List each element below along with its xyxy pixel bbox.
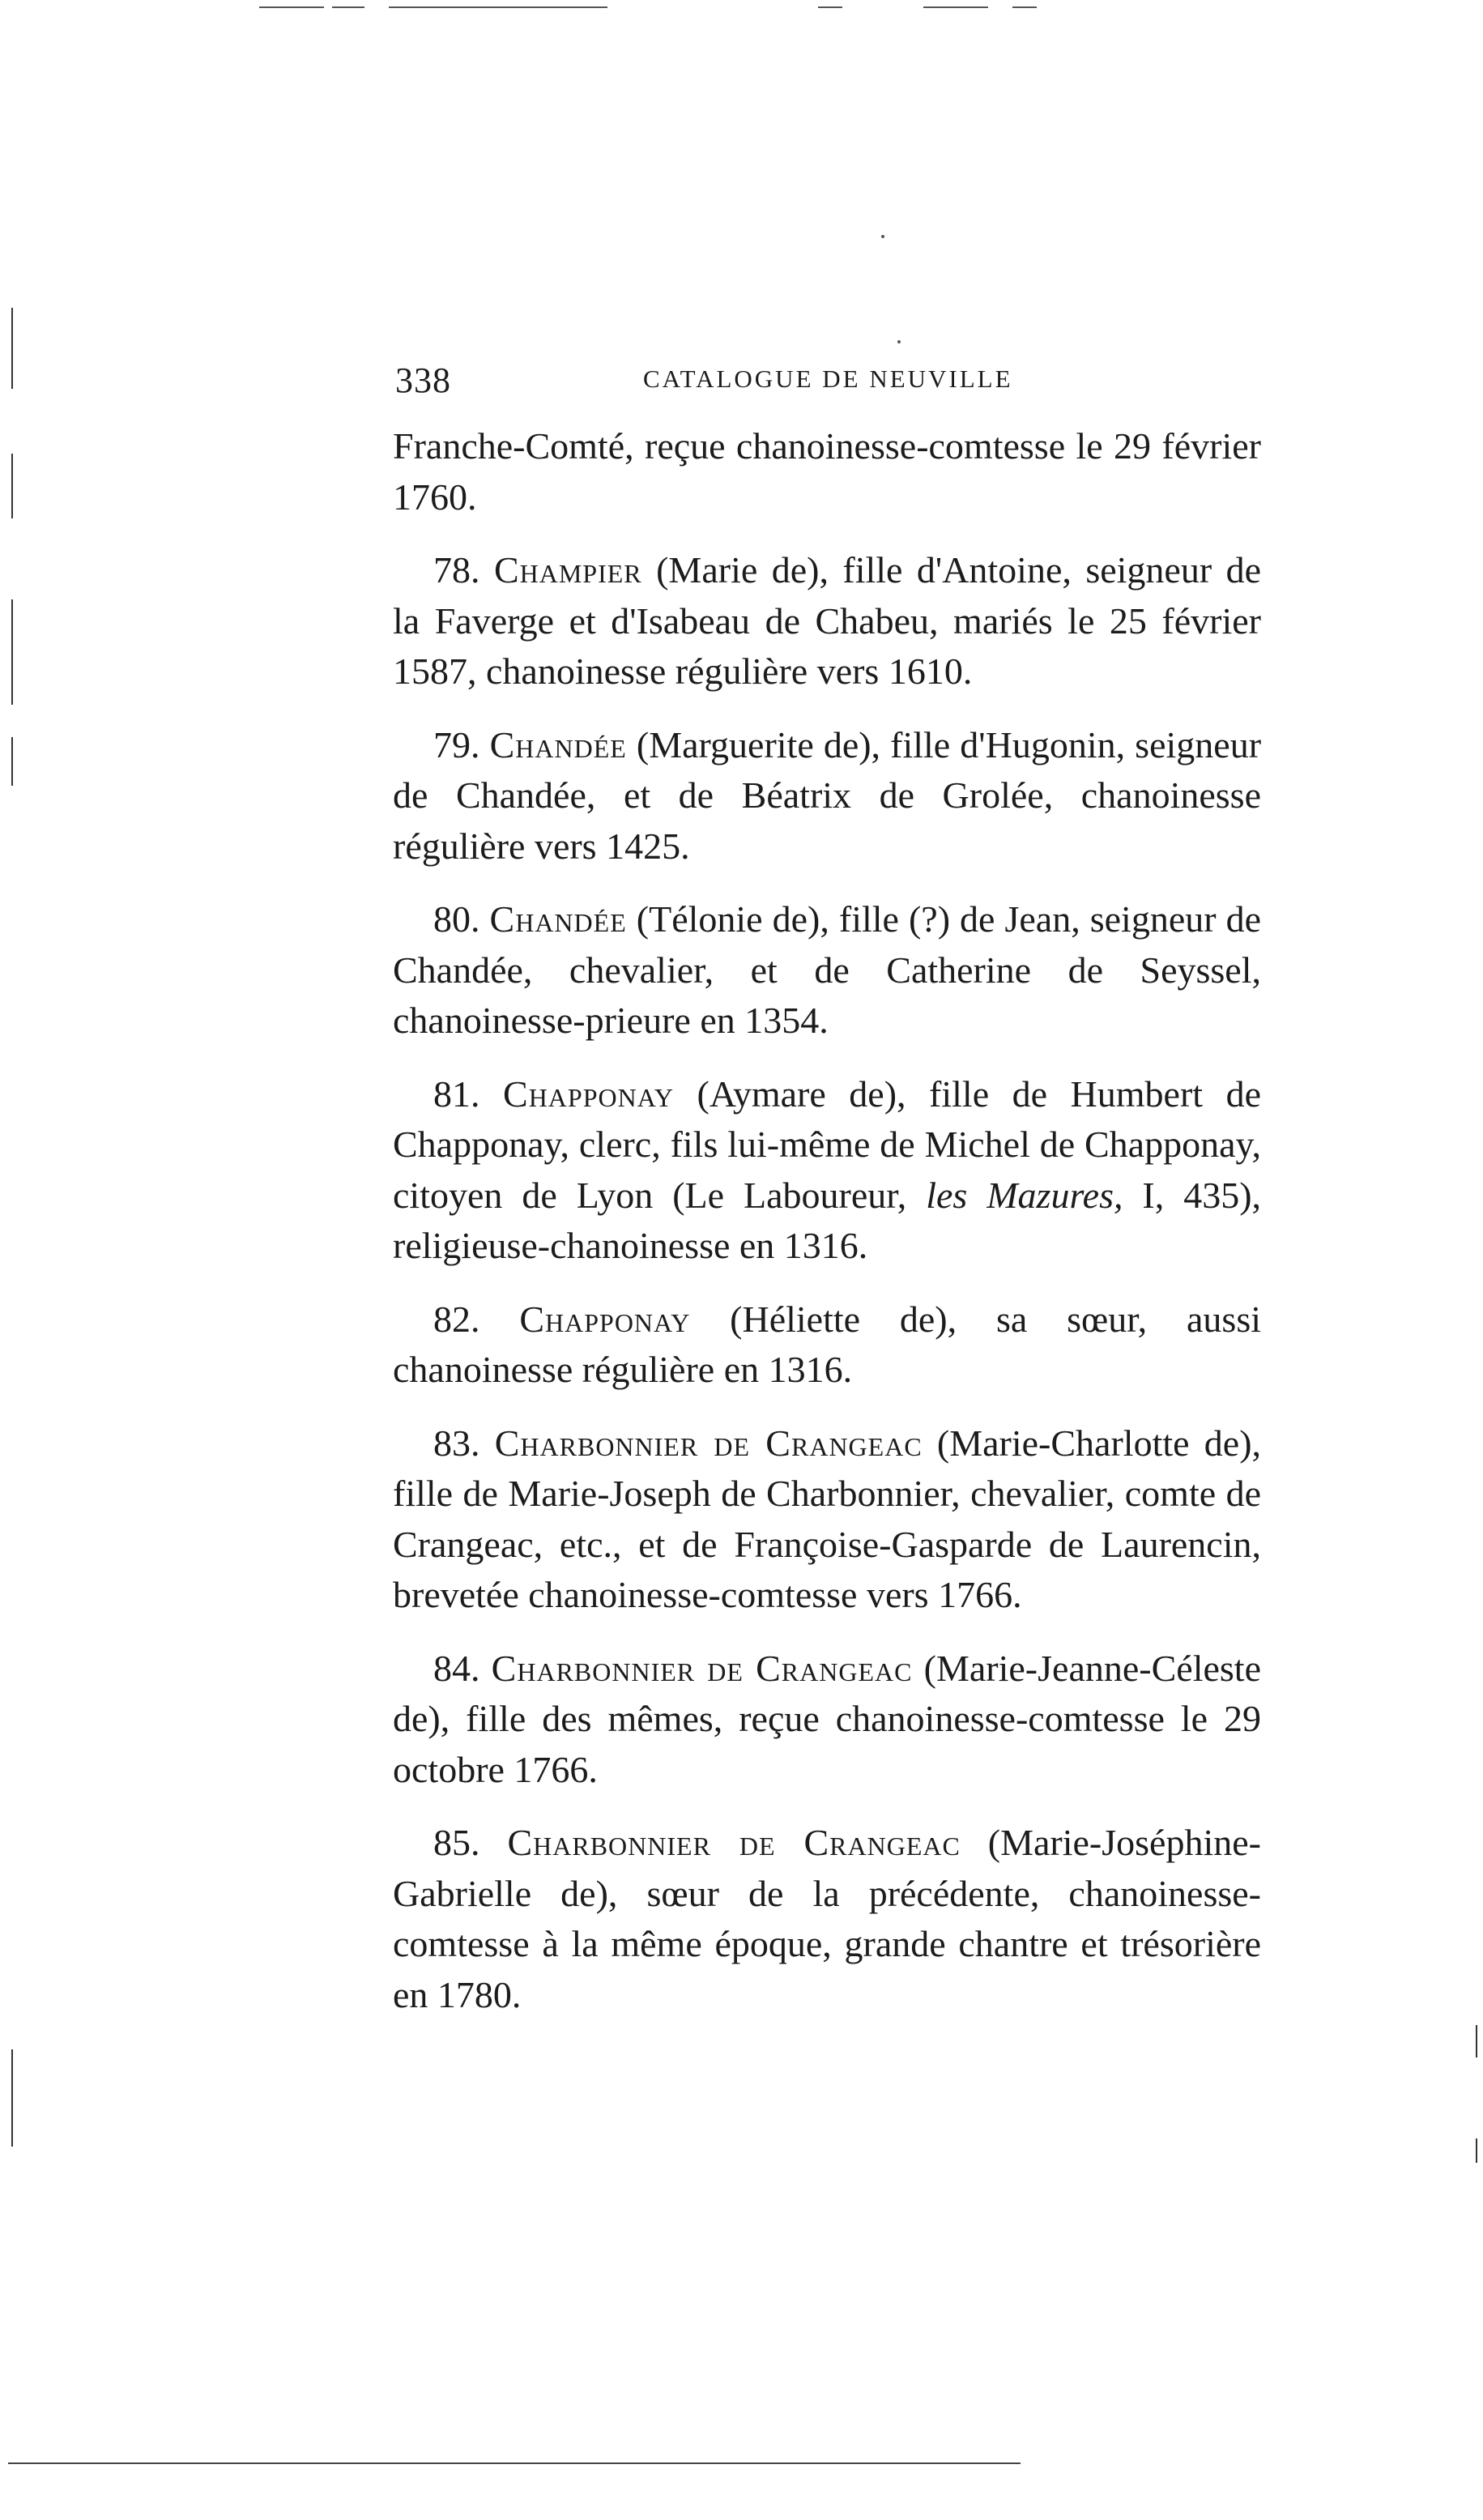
scan-speck bbox=[897, 340, 901, 343]
scan-edge-rule-top bbox=[1012, 6, 1037, 8]
scan-margin-line bbox=[1476, 2025, 1477, 2057]
scan-margin-line bbox=[1476, 2138, 1477, 2163]
scan-edge-rule-top bbox=[923, 6, 988, 8]
entry-family-name: Charbonnier de Crangeac bbox=[494, 1422, 923, 1464]
entry-family-name: Chapponay bbox=[519, 1298, 691, 1340]
catalogue-entry bbox=[393, 1418, 1261, 1621]
entry-number: 84. bbox=[433, 1647, 480, 1689]
entry-number: 83. bbox=[433, 1422, 480, 1464]
catalogue-entry bbox=[393, 1294, 1261, 1396]
entry-family-name: Chandée bbox=[489, 723, 627, 765]
entry-number: 78. bbox=[433, 549, 480, 591]
entry-number: 82. bbox=[433, 1298, 480, 1340]
scan-margin-line bbox=[11, 454, 13, 518]
catalogue-entry bbox=[393, 1818, 1261, 2020]
scan-edge-rule-top bbox=[389, 6, 607, 8]
entry-family-name: Champier bbox=[493, 549, 642, 591]
entry-family-name: Charbonnier de Crangeac bbox=[507, 1822, 961, 1863]
scan-speck bbox=[881, 235, 884, 238]
entry-number: 81. bbox=[433, 1072, 480, 1115]
scan-edge-rule-top bbox=[259, 6, 324, 8]
scan-edge-rule-bottom bbox=[8, 2462, 1021, 2464]
entry-text: (Aymare de), fille de Humbert de Chapponay, clerc, fils lui-même de Michel de Chapponay, citoyen de Lyon (Le Laboureur, bbox=[393, 1072, 1261, 1216]
catalogue-entry bbox=[393, 720, 1261, 872]
entry-number: 79. bbox=[433, 723, 480, 765]
scan-margin-line bbox=[11, 737, 13, 786]
entry-family-name: Charbonnier de Crangeac bbox=[491, 1647, 913, 1689]
entry-text: I, 435), religieuse-chanoinesse en 1316. bbox=[393, 1174, 1262, 1266]
catalogue-entry bbox=[393, 1644, 1261, 1796]
page-body bbox=[393, 421, 1261, 2043]
catalogue-entry bbox=[393, 894, 1261, 1047]
entry-text: (Marie-Charlotte de), fille de Marie-Joseph de Charbonnier, chevalier, comte de Crangeac, etc., et de Françoise-Gasparde de Laurencin, brevetée chanoinesse-comtesse vers 1766. bbox=[393, 1422, 1262, 1615]
entry-number: 85. bbox=[433, 1822, 480, 1863]
entry-number: 80. bbox=[433, 898, 480, 940]
entry-family-name: Chapponay bbox=[503, 1072, 675, 1115]
entry-family-name: Chandée bbox=[489, 898, 627, 940]
scan-edge-rule-top bbox=[818, 6, 842, 8]
page-number: 338 bbox=[395, 360, 451, 400]
entry-text: (Marie-Jeanne-Céleste de), fille des mêmes, reçue chanoinesse-comtesse le 29 octobre 1766. bbox=[393, 1647, 1261, 1790]
entry-text: (Marie de), fille d'Antoine, seigneur de la Faverge et d'Isabeau de Chabeu, mariés le 25 février 1587, chanoinesse régulière vers 1610. bbox=[393, 549, 1262, 692]
entry-text: (Héliette de), sa sœur, aussi chanoinesse régulière en 1316. bbox=[393, 1298, 1262, 1390]
scan-edge-rule-top bbox=[332, 6, 364, 8]
catalogue-entry bbox=[393, 1069, 1261, 1272]
running-title: CATALOGUE DE NEUVILLE bbox=[643, 365, 1013, 393]
paragraph-text: Franche-Comté, reçue chanoinesse-comtesse le 29 février 1760. bbox=[393, 425, 1261, 518]
entry-text: (Marguerite de), fille d'Hugonin, seigneur de Chandée, et de Béatrix de Grolée, chanoinesse régulière vers 1425. bbox=[393, 723, 1262, 867]
entry-citation-title: les Mazures, bbox=[926, 1174, 1123, 1216]
scan-margin-line bbox=[11, 308, 13, 389]
scan-margin-line bbox=[11, 2049, 13, 2147]
scan-margin-line bbox=[11, 599, 13, 705]
page-header bbox=[395, 348, 1262, 405]
paragraph-continuation bbox=[393, 421, 1261, 522]
catalogue-entry bbox=[393, 545, 1261, 697]
entry-text: (Marie-Joséphine-Gabrielle de), sœur de la précédente, chanoinesse-comtesse à la même époque, grande chantre et trésorière en 1780. bbox=[393, 1822, 1261, 2015]
entry-text: (Télonie de), fille (?) de Jean, seigneur de Chandée, chevalier, et de Catherine de Seyssel, chanoinesse-prieure en 1354. bbox=[393, 898, 1262, 1041]
